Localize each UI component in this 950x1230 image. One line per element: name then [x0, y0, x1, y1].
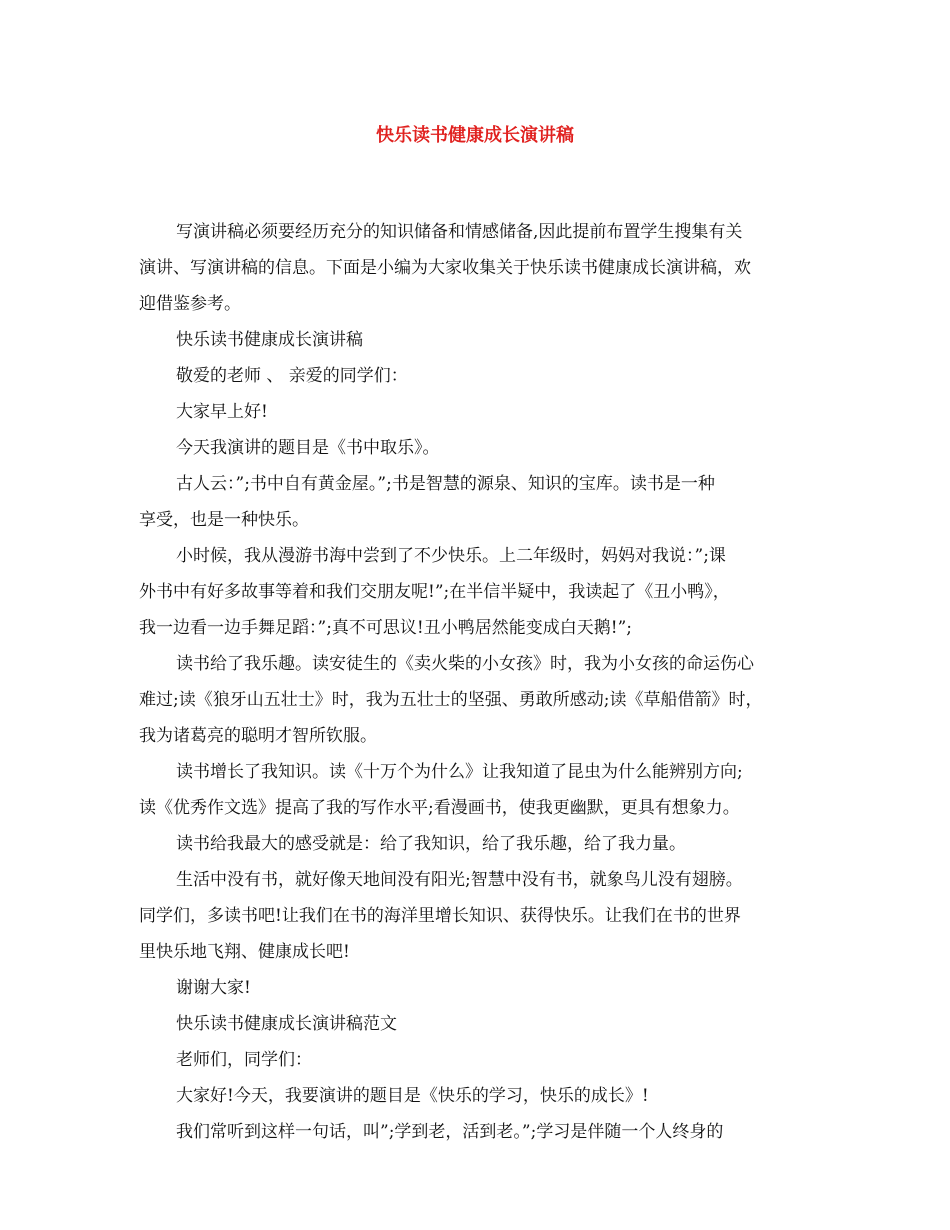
paragraph-line: 我一边看一边手舞足蹈：”;真不可思议!丑小鸭居然能变成白天鹅!”;: [139, 618, 632, 638]
paragraph-line: 外书中有好多故事等着和我们交朋友呢!”;在半信半疑中，我读起了《丑小鸭》，: [139, 582, 730, 602]
paragraph: [139, 358, 829, 394]
paragraph-line: 同学们，多读书吧!让我们在书的海洋里增长知识、获得快乐。让我们在书的世界: [139, 906, 741, 926]
paragraph: [139, 538, 829, 646]
paragraph-line: 迎借鉴参考。: [139, 294, 241, 314]
paragraph-line: 敬爱的老师 、 亲爱的同学们：: [176, 366, 408, 386]
paragraph-line: 写演讲稿必须要经历充分的知识储备和情感储备,因此提前布置学生搜集有关: [176, 222, 743, 242]
paragraph: [139, 466, 829, 538]
document-body: [139, 214, 829, 1150]
paragraph-line: 快乐读书健康成长演讲稿: [176, 330, 363, 350]
paragraph: [139, 826, 829, 862]
paragraph-line: 老师们，同学们：: [176, 1050, 312, 1070]
document-title: 快乐读书健康成长演讲稿: [376, 125, 574, 146]
paragraph-line: 谢谢大家!: [176, 978, 251, 998]
paragraph-line: 享受，也是一种快乐。: [139, 510, 309, 530]
paragraph-line: 生活中没有书，就好像天地间没有阳光;智慧中没有书，就象鸟儿没有翅膀。: [176, 870, 743, 890]
paragraph-line: 我为诸葛亮的聪明才智所钦服。: [139, 726, 377, 746]
paragraph: [139, 430, 829, 466]
paragraph-line: 读书给了我乐趣。读安徒生的《卖火柴的小女孩》时，我为小女孩的命运伤心: [176, 654, 754, 674]
paragraph: [139, 646, 829, 754]
paragraph: [139, 214, 829, 322]
paragraph-line: 读《优秀作文选》提高了我的写作水平;看漫画书，使我更幽默，更具有想象力。: [139, 798, 740, 818]
paragraph: [139, 970, 829, 1006]
paragraph-line: 演讲、写演讲稿的信息。下面是小编为大家收集关于快乐读书健康成长演讲稿，欢: [139, 258, 751, 278]
paragraph-line: 大家好!今天，我要演讲的题目是《快乐的学习，快乐的成长》!: [176, 1086, 649, 1106]
paragraph: [139, 394, 829, 430]
paragraph-line: 快乐读书健康成长演讲稿范文: [176, 1014, 397, 1034]
paragraph: [139, 1078, 829, 1114]
paragraph-line: 难过;读《狼牙山五壮士》时，我为五壮士的坚强、勇敢所感动;读《草船借箭》时，: [139, 690, 763, 710]
paragraph-line: 里快乐地飞翔、健康成长吧!: [139, 942, 350, 962]
paragraph: [139, 1042, 829, 1078]
paragraph: [139, 862, 829, 970]
paragraph-line: 读书增长了我知识。读《十万个为什么》让我知道了昆虫为什么能辨别方向;: [176, 762, 743, 782]
paragraph-line: 今天我演讲的题目是《书中取乐》。: [176, 438, 440, 458]
paragraph: [139, 1006, 829, 1042]
paragraph-line: 我们常听到这样一句话，叫”;学到老，活到老。”;学习是伴随一个人终身的: [176, 1122, 724, 1142]
paragraph: [139, 1114, 829, 1150]
paragraph: [139, 322, 829, 358]
paragraph-line: 古人云：”;书中自有黄金屋。”;书是智慧的源泉、知识的宝库。读书是一种: [176, 474, 715, 494]
paragraph: [139, 754, 829, 826]
paragraph-line: 小时候，我从漫游书海中尝到了不少快乐。上二年级时，妈妈对我说：”;课: [176, 546, 726, 566]
paragraph-line: 读书给我最大的感受就是：给了我知识，给了我乐趣，给了我力量。: [176, 834, 686, 854]
paragraph-line: 大家早上好!: [176, 402, 268, 422]
